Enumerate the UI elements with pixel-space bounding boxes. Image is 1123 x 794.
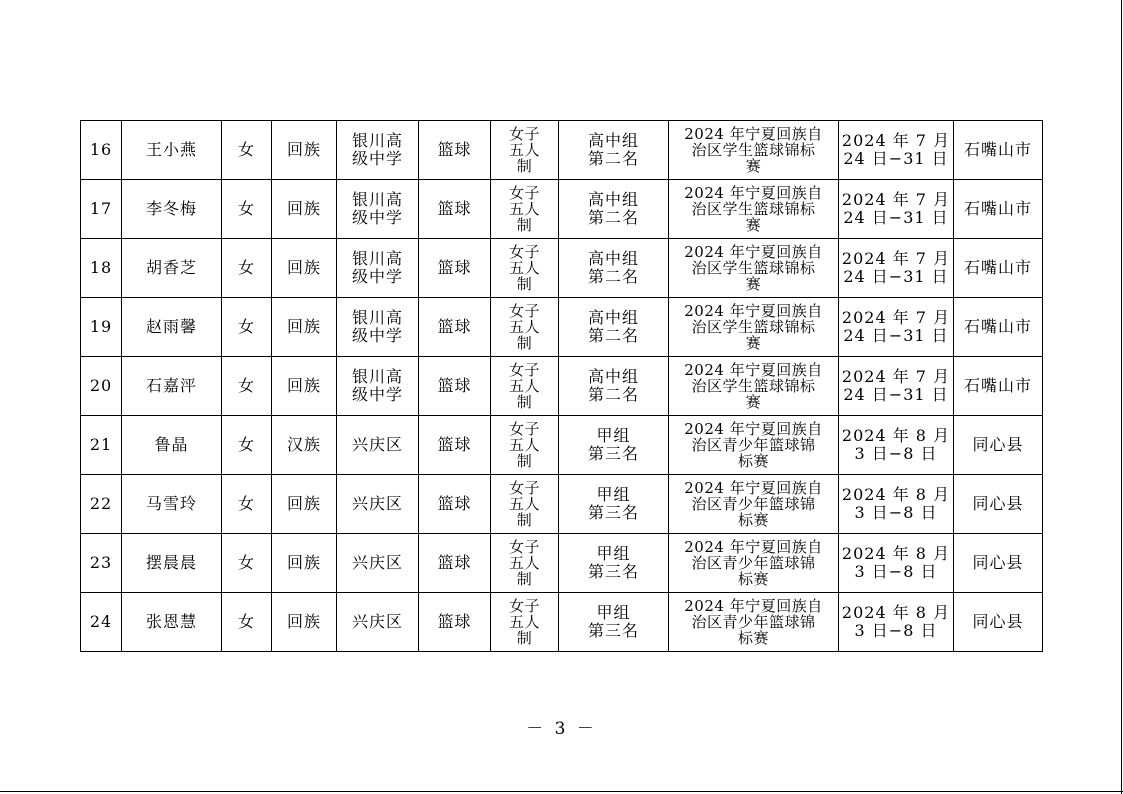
cell-event: 女子 五人 制 xyxy=(491,357,559,416)
cell-unit: 兴庆区 xyxy=(337,593,419,652)
page-border-right xyxy=(1121,0,1122,794)
cell-unit: 兴庆区 xyxy=(337,416,419,475)
cell-ethnicity: 回族 xyxy=(272,593,337,652)
cell-competition: 2024 年宁夏回族自 治区学生篮球锦标 赛 xyxy=(669,357,839,416)
cell-name: 赵雨馨 xyxy=(122,298,222,357)
cell-gender: 女 xyxy=(222,180,272,239)
cell-place: 同心县 xyxy=(954,593,1043,652)
cell-unit: 兴庆区 xyxy=(337,475,419,534)
cell-unit: 银川高 级中学 xyxy=(337,121,419,180)
cell-name: 李冬梅 xyxy=(122,180,222,239)
cell-gender: 女 xyxy=(222,593,272,652)
cell-sport: 篮球 xyxy=(419,180,491,239)
cell-gender: 女 xyxy=(222,475,272,534)
cell-number: 24 xyxy=(81,593,122,652)
cell-ethnicity: 回族 xyxy=(272,239,337,298)
cell-unit: 银川高 级中学 xyxy=(337,357,419,416)
cell-sport: 篮球 xyxy=(419,534,491,593)
cell-date: 2024 年 8 月 3 日−8 日 xyxy=(839,416,954,475)
cell-number: 22 xyxy=(81,475,122,534)
cell-competition: 2024 年宁夏回族自 治区学生篮球锦标 赛 xyxy=(669,180,839,239)
cell-sport: 篮球 xyxy=(419,298,491,357)
cell-event: 女子 五人 制 xyxy=(491,475,559,534)
cell-name: 马雪玲 xyxy=(122,475,222,534)
cell-name: 石嘉泙 xyxy=(122,357,222,416)
cell-date: 2024 年 7 月 24 日−31 日 xyxy=(839,239,954,298)
cell-number: 17 xyxy=(81,180,122,239)
cell-date: 2024 年 7 月 24 日−31 日 xyxy=(839,180,954,239)
cell-ethnicity: 汉族 xyxy=(272,416,337,475)
cell-place: 同心县 xyxy=(954,534,1043,593)
cell-date: 2024 年 7 月 24 日−31 日 xyxy=(839,121,954,180)
cell-gender: 女 xyxy=(222,298,272,357)
cell-date: 2024 年 8 月 3 日−8 日 xyxy=(839,593,954,652)
cell-name: 鲁晶 xyxy=(122,416,222,475)
cell-number: 16 xyxy=(81,121,122,180)
cell-sport: 篮球 xyxy=(419,357,491,416)
cell-unit: 银川高 级中学 xyxy=(337,239,419,298)
cell-place: 同心县 xyxy=(954,475,1043,534)
cell-gender: 女 xyxy=(222,416,272,475)
cell-competition: 2024 年宁夏回族自 治区青少年篮球锦 标赛 xyxy=(669,593,839,652)
cell-event: 女子 五人 制 xyxy=(491,593,559,652)
cell-ethnicity: 回族 xyxy=(272,298,337,357)
cell-result: 高中组 第二名 xyxy=(559,239,669,298)
cell-place: 石嘴山市 xyxy=(954,357,1043,416)
cell-name: 摆晨晨 xyxy=(122,534,222,593)
table-row xyxy=(81,357,1043,416)
page-border-bottom xyxy=(0,791,1123,792)
award-table xyxy=(80,120,1043,652)
cell-sport: 篮球 xyxy=(419,593,491,652)
cell-event: 女子 五人 制 xyxy=(491,298,559,357)
cell-competition: 2024 年宁夏回族自 治区青少年篮球锦 标赛 xyxy=(669,534,839,593)
cell-unit: 银川高 级中学 xyxy=(337,298,419,357)
cell-sport: 篮球 xyxy=(419,121,491,180)
cell-event: 女子 五人 制 xyxy=(491,180,559,239)
cell-competition: 2024 年宁夏回族自 治区青少年篮球锦 标赛 xyxy=(669,416,839,475)
cell-number: 19 xyxy=(81,298,122,357)
cell-event: 女子 五人 制 xyxy=(491,239,559,298)
cell-event: 女子 五人 制 xyxy=(491,534,559,593)
cell-event: 女子 五人 制 xyxy=(491,416,559,475)
cell-competition: 2024 年宁夏回族自 治区学生篮球锦标 赛 xyxy=(669,239,839,298)
cell-place: 同心县 xyxy=(954,416,1043,475)
cell-name: 胡香芝 xyxy=(122,239,222,298)
cell-result: 高中组 第二名 xyxy=(559,298,669,357)
cell-result: 高中组 第二名 xyxy=(559,121,669,180)
table-row xyxy=(81,121,1043,180)
cell-date: 2024 年 8 月 3 日−8 日 xyxy=(839,534,954,593)
page-number: － 3 － xyxy=(526,719,597,739)
cell-sport: 篮球 xyxy=(419,416,491,475)
cell-number: 23 xyxy=(81,534,122,593)
table-row xyxy=(81,593,1043,652)
cell-gender: 女 xyxy=(222,534,272,593)
table-row xyxy=(81,416,1043,475)
table-row xyxy=(81,180,1043,239)
cell-result: 高中组 第二名 xyxy=(559,357,669,416)
cell-place: 石嘴山市 xyxy=(954,239,1043,298)
cell-place: 石嘴山市 xyxy=(954,180,1043,239)
cell-ethnicity: 回族 xyxy=(272,357,337,416)
cell-gender: 女 xyxy=(222,357,272,416)
cell-name: 张恩慧 xyxy=(122,593,222,652)
table-body xyxy=(81,121,1043,652)
cell-ethnicity: 回族 xyxy=(272,534,337,593)
cell-date: 2024 年 7 月 24 日−31 日 xyxy=(839,298,954,357)
cell-competition: 2024 年宁夏回族自 治区学生篮球锦标 赛 xyxy=(669,121,839,180)
cell-number: 21 xyxy=(81,416,122,475)
cell-place: 石嘴山市 xyxy=(954,121,1043,180)
table-row xyxy=(81,534,1043,593)
cell-ethnicity: 回族 xyxy=(272,475,337,534)
cell-sport: 篮球 xyxy=(419,239,491,298)
cell-unit: 兴庆区 xyxy=(337,534,419,593)
cell-unit: 银川高 级中学 xyxy=(337,180,419,239)
cell-result: 高中组 第二名 xyxy=(559,180,669,239)
cell-gender: 女 xyxy=(222,239,272,298)
cell-name: 王小燕 xyxy=(122,121,222,180)
cell-number: 18 xyxy=(81,239,122,298)
cell-ethnicity: 回族 xyxy=(272,180,337,239)
cell-result: 甲组 第三名 xyxy=(559,475,669,534)
cell-competition: 2024 年宁夏回族自 治区学生篮球锦标 赛 xyxy=(669,298,839,357)
cell-ethnicity: 回族 xyxy=(272,121,337,180)
cell-gender: 女 xyxy=(222,121,272,180)
cell-result: 甲组 第三名 xyxy=(559,593,669,652)
cell-place: 石嘴山市 xyxy=(954,298,1043,357)
cell-sport: 篮球 xyxy=(419,475,491,534)
cell-competition: 2024 年宁夏回族自 治区青少年篮球锦 标赛 xyxy=(669,475,839,534)
table-row xyxy=(81,239,1043,298)
cell-number: 20 xyxy=(81,357,122,416)
cell-result: 甲组 第三名 xyxy=(559,534,669,593)
table-row xyxy=(81,298,1043,357)
cell-result: 甲组 第三名 xyxy=(559,416,669,475)
cell-date: 2024 年 7 月 24 日−31 日 xyxy=(839,357,954,416)
table-row xyxy=(81,475,1043,534)
cell-event: 女子 五人 制 xyxy=(491,121,559,180)
cell-date: 2024 年 8 月 3 日−8 日 xyxy=(839,475,954,534)
